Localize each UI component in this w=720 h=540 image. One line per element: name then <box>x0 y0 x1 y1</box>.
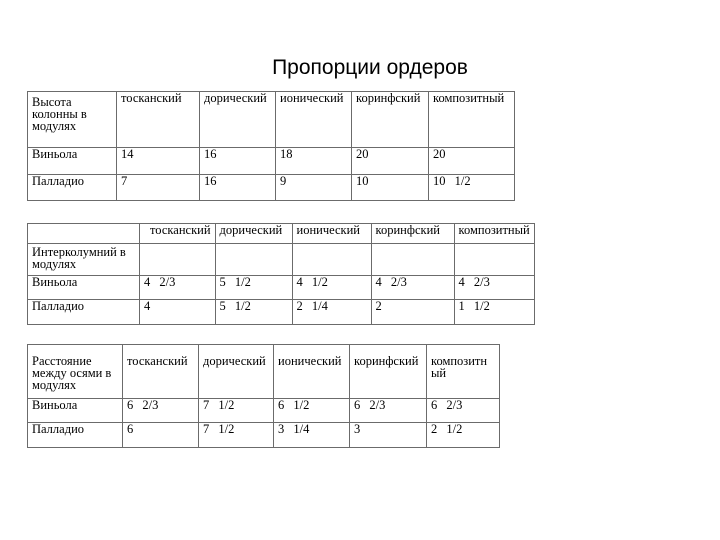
table-label: Высота колонны в модулях <box>28 92 117 148</box>
table-cell: 7 1/2 <box>199 399 274 423</box>
page-title: Пропорции ордеров <box>272 56 468 79</box>
order-ionic: ионический <box>274 345 350 399</box>
table-row <box>28 300 535 325</box>
table-label: Расстояние между осями в модулях <box>28 345 123 399</box>
order-tuscan: тосканский <box>140 224 216 244</box>
order-corinthian: коринфский <box>352 92 429 148</box>
table-cell: 6 2/3 <box>427 399 500 423</box>
table-cell: 3 1/4 <box>274 423 350 448</box>
table-cell: 4 2/3 <box>140 276 216 300</box>
table-cell: 9 <box>276 175 352 201</box>
table-row <box>28 148 515 175</box>
table-cell: 7 1/2 <box>199 423 274 448</box>
order-composite: композитный <box>454 224 534 244</box>
order-doric: дорический <box>215 224 292 244</box>
table-cell: 16 <box>200 175 276 201</box>
order-doric: дорический <box>199 345 274 399</box>
axis-distance-table <box>27 344 500 448</box>
table-cell: 2 1/4 <box>292 300 371 325</box>
order-tuscan: тосканский <box>117 92 200 148</box>
table-cell: 4 1/2 <box>292 276 371 300</box>
table-cell: 5 1/2 <box>215 276 292 300</box>
order-composite: композитный <box>427 345 500 399</box>
table-cell: 20 <box>429 148 515 175</box>
table-cell: 1 1/2 <box>454 300 534 325</box>
table-cell: 3 <box>350 423 427 448</box>
order-corinthian: коринфский <box>350 345 427 399</box>
order-tuscan: тосканский <box>123 345 199 399</box>
table-row <box>28 423 500 448</box>
order-ionic: ионический <box>276 92 352 148</box>
row-label: Виньола <box>28 399 123 423</box>
table-label: Интерколумний в модулях <box>28 244 140 276</box>
table-cell: 2 1/2 <box>427 423 500 448</box>
row-label: Палладио <box>28 175 117 201</box>
table-cell: 20 <box>352 148 429 175</box>
header-row-2 <box>28 244 535 276</box>
table-cell: 2 <box>371 300 454 325</box>
row-label: Виньола <box>28 148 117 175</box>
order-corinthian: коринфский <box>371 224 454 244</box>
order-composite: композитный <box>429 92 515 148</box>
table-cell: 4 2/3 <box>454 276 534 300</box>
table-cell: 18 <box>276 148 352 175</box>
column-height-table <box>27 91 515 201</box>
table-cell: 10 1/2 <box>429 175 515 201</box>
table-cell: 6 1/2 <box>274 399 350 423</box>
table-cell: 6 2/3 <box>123 399 199 423</box>
table-cell: 7 <box>117 175 200 201</box>
table-cell: 16 <box>200 148 276 175</box>
header-row <box>28 345 500 399</box>
order-ionic: ионический <box>292 224 371 244</box>
header-row <box>28 92 515 148</box>
row-label: Палладио <box>28 423 123 448</box>
intercolumniation-table <box>27 223 535 325</box>
table-cell: 4 <box>140 300 216 325</box>
row-label: Виньола <box>28 276 140 300</box>
table-cell: 14 <box>117 148 200 175</box>
header-row <box>28 224 535 244</box>
table-row <box>28 276 535 300</box>
table-cell: 6 <box>123 423 199 448</box>
table-cell: 10 <box>352 175 429 201</box>
table-row <box>28 399 500 423</box>
table-cell: 4 2/3 <box>371 276 454 300</box>
table-cell: 6 2/3 <box>350 399 427 423</box>
table-row <box>28 175 515 201</box>
order-doric: дорический <box>200 92 276 148</box>
table-cell: 5 1/2 <box>215 300 292 325</box>
row-label: Палладио <box>28 300 140 325</box>
